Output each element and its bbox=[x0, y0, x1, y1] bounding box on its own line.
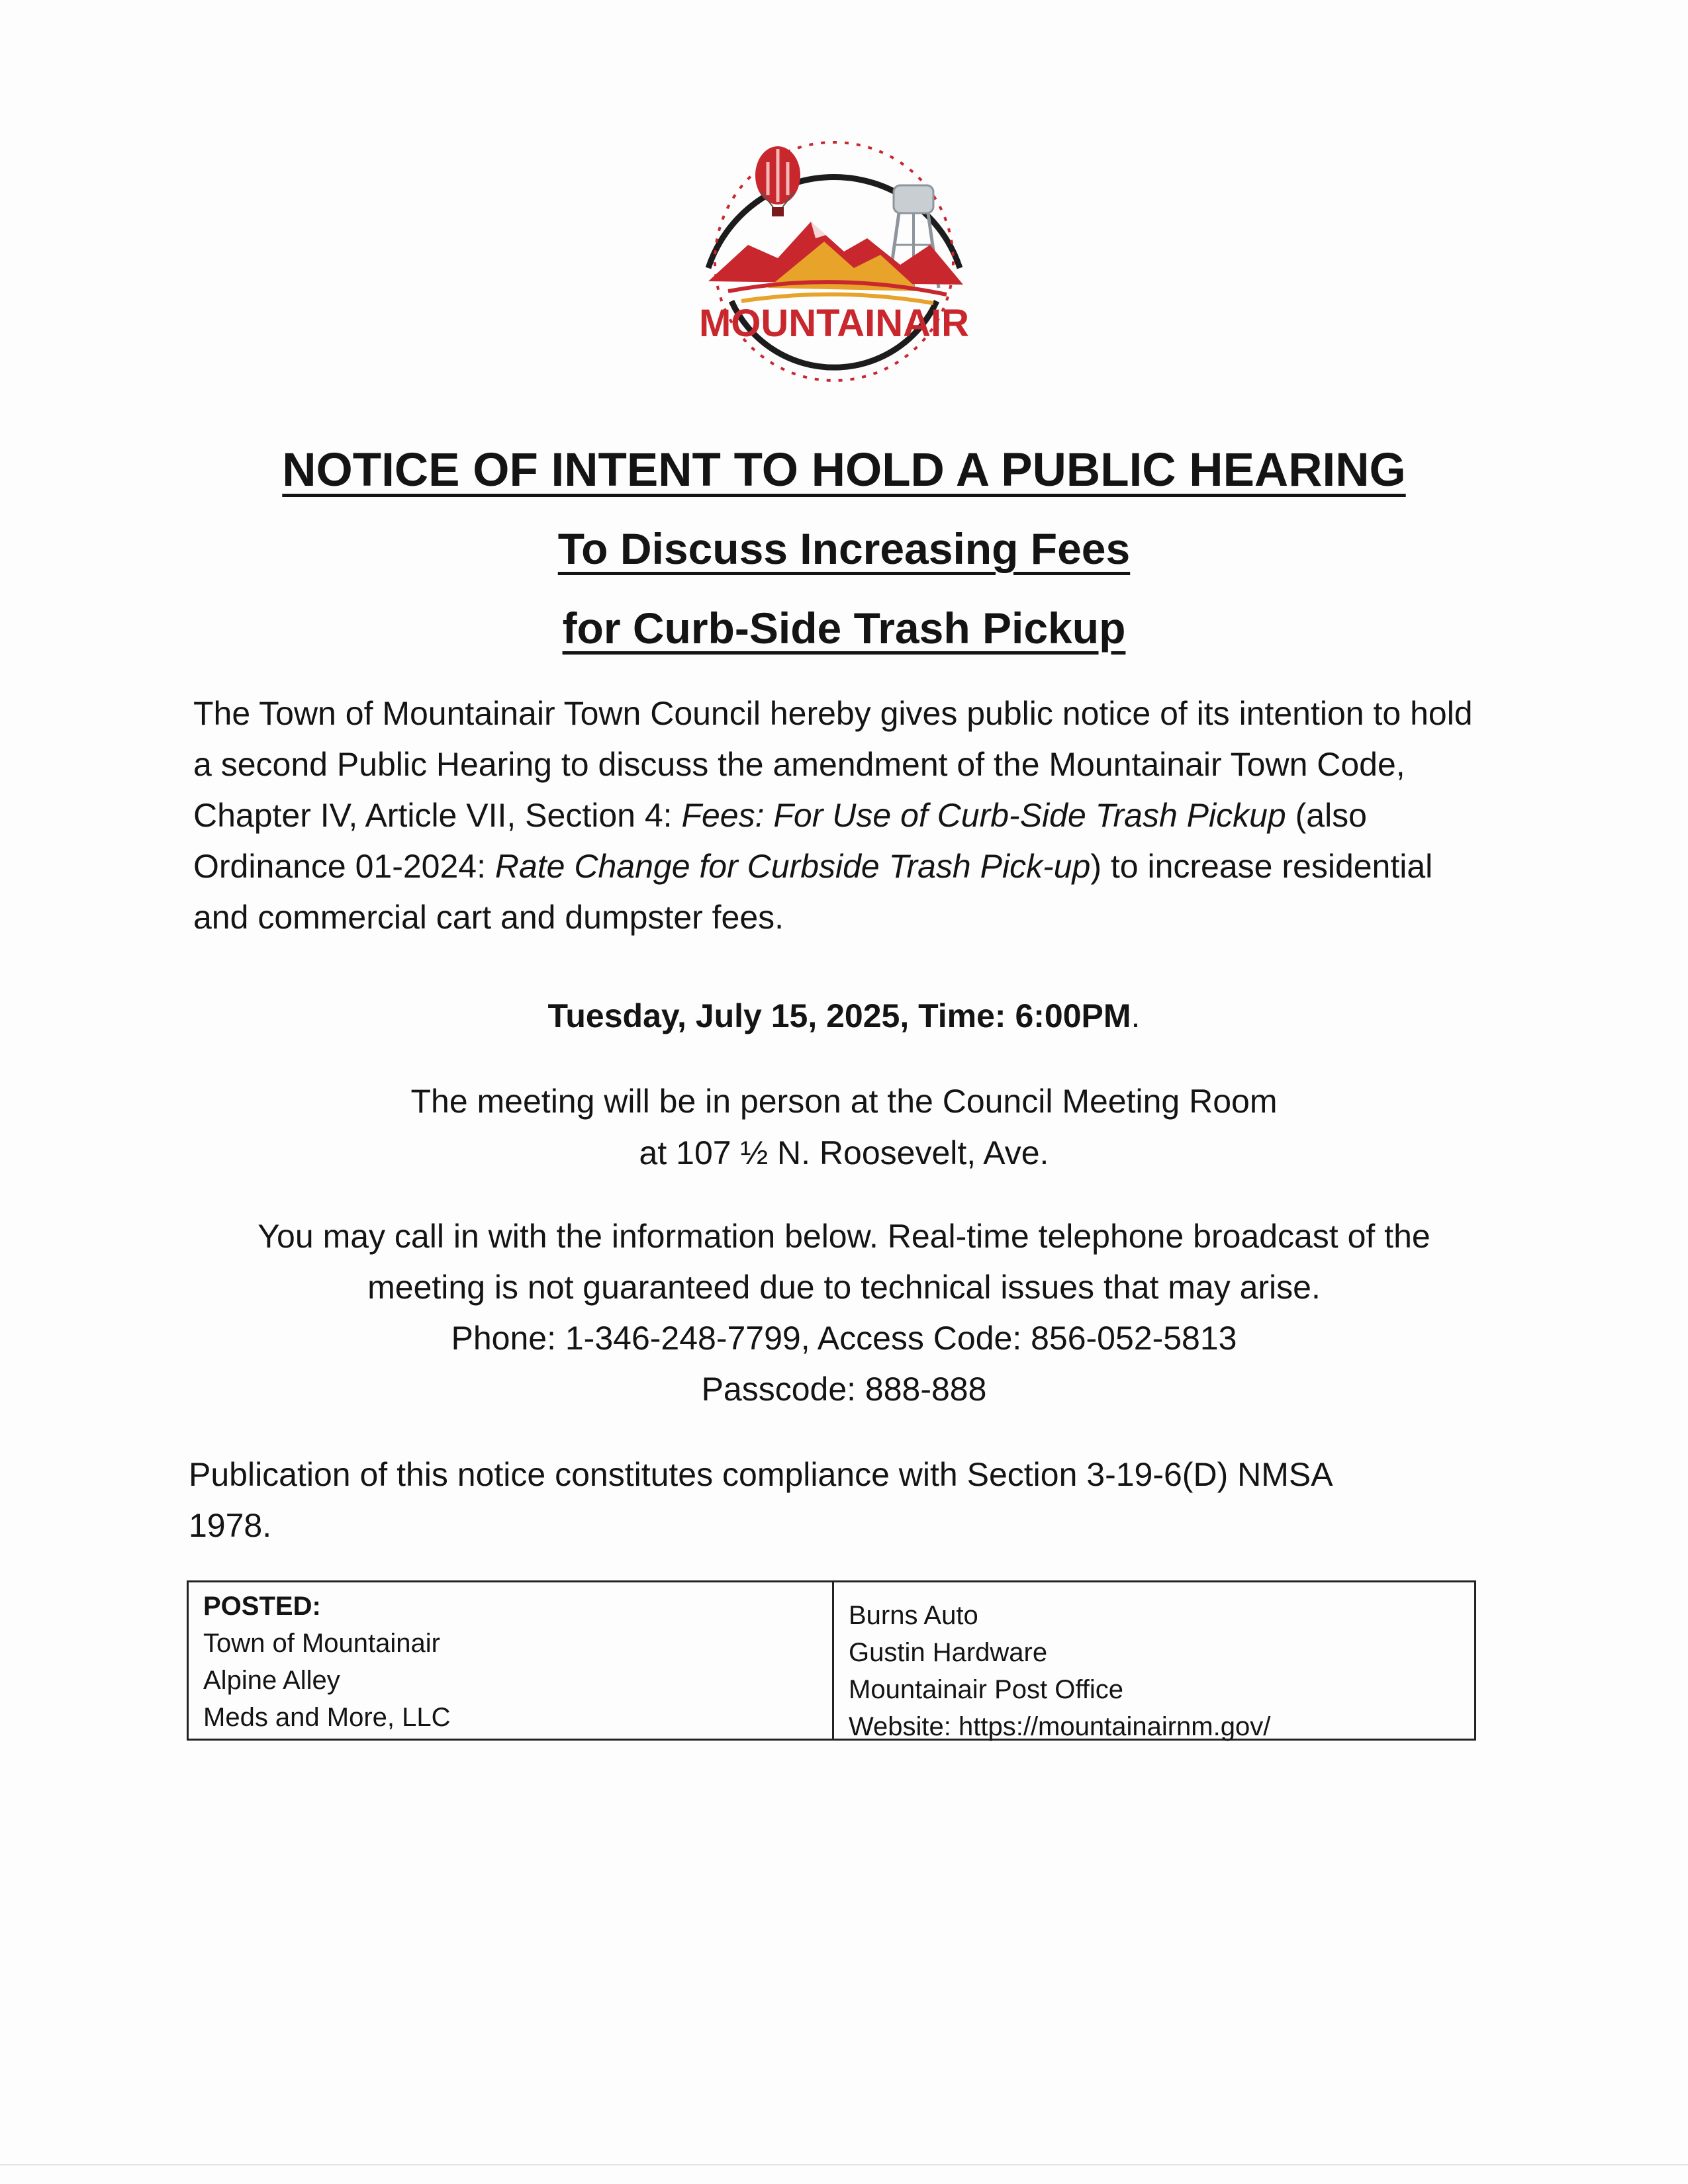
callin-phone: Phone: 1-346-248-7799, Access Code: 856-052-5813 bbox=[451, 1320, 1237, 1357]
publication-line-1: Publication of this notice constitutes compliance with Section 3-19-6(D) NMSA bbox=[189, 1456, 1333, 1493]
location-line-1: The meeting will be in person at the Council Meeting Room bbox=[410, 1083, 1278, 1120]
posted-heading: POSTED: bbox=[203, 1592, 321, 1621]
body-italic-2: Rate Change for Curbside Trash Pick-up bbox=[494, 848, 1091, 885]
notice-subtitle-2: for Curb-Side Trash Pickup bbox=[562, 604, 1126, 653]
body-text-part-2: (also Ordinance 01-2024: bbox=[193, 797, 1367, 885]
body-italic-1: Fees: For Use of Curb-Side Trash Pickup bbox=[681, 797, 1286, 834]
posted-website: Website: https://mountainairnm.gov/ bbox=[849, 1712, 1271, 1741]
logo-wordmark: MOUNTAINAIR bbox=[698, 302, 970, 345]
call-in-info bbox=[132, 1211, 1556, 1415]
callin-passcode: Passcode: 888-888 bbox=[701, 1371, 987, 1408]
posted-left-column bbox=[189, 1582, 834, 1739]
posted-location: Meds and More, LLC bbox=[203, 1703, 451, 1732]
scan-edge-divider bbox=[0, 2164, 1688, 2165]
posted-locations-table bbox=[187, 1580, 1476, 1741]
posted-location: Burns Auto bbox=[849, 1601, 978, 1630]
notice-subtitle-1: To Discuss Increasing Fees bbox=[557, 524, 1131, 573]
posted-location: Mountainair Post Office bbox=[849, 1675, 1124, 1704]
posted-location: Alpine Alley bbox=[203, 1666, 340, 1695]
posted-location: Gustin Hardware bbox=[849, 1638, 1048, 1667]
publication-line-2: 1978. bbox=[189, 1507, 272, 1544]
publication-compliance bbox=[189, 1449, 1479, 1551]
meeting-location bbox=[132, 1075, 1556, 1179]
mountainair-logo bbox=[669, 103, 1000, 414]
callin-line-2: meeting is not guaranteed due to technical issues that may arise. bbox=[367, 1269, 1321, 1306]
body-text-part-3: ) to increase residential and commercial cart and dumpster fees. bbox=[193, 848, 1433, 936]
body-text-part-1: The Town of Mountainair Town Council hereby gives public notice of its intention to hold a second Public Hearing to discuss the amendment of the Mountainair Town Code, Chapter IV, Article VII, Section 4: bbox=[193, 695, 1473, 834]
posted-right-column bbox=[834, 1582, 1474, 1739]
posted-location: Town of Mountainair bbox=[203, 1629, 440, 1658]
mountainair-seal-icon bbox=[669, 103, 1000, 414]
meeting-date-period: . bbox=[1131, 997, 1141, 1034]
notice-title-block bbox=[132, 440, 1556, 668]
location-line-2: at 107 ½ N. Roosevelt, Ave. bbox=[639, 1134, 1049, 1171]
callin-line-1: You may call in with the information below. Real-time telephone broadcast of the bbox=[258, 1218, 1430, 1255]
notice-body-paragraph bbox=[193, 688, 1484, 943]
notice-title: NOTICE OF INTENT TO HOLD A PUBLIC HEARING bbox=[282, 444, 1406, 496]
meeting-date-time bbox=[132, 993, 1556, 1039]
meeting-date-text: Tuesday, July 15, 2025, Time: 6:00PM bbox=[547, 997, 1131, 1034]
